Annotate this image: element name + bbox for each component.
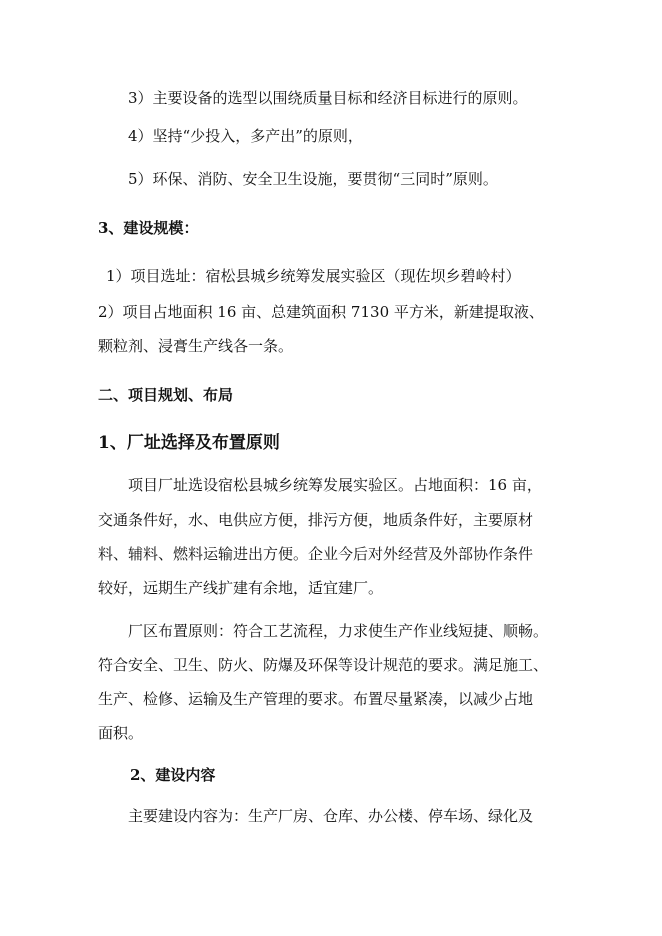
site-para2-line-3: 生产、检修、运输及生产管理的要求。布置尽量紧凑，以减少占地 (98, 690, 534, 708)
principle-5: 5）环保、消防、安全卫生设施，要贯彻“三同时”原则。 (128, 170, 498, 188)
site-para1-line-3: 料、辅料、燃料运输进出方便。企业今后对外经营及外部协作条件 (98, 545, 534, 563)
principle-4: 4）坚持“少投入，多产出”的原则， (128, 127, 363, 145)
site-para1-line-2: 交通条件好，水、电供应方便，排污方便，地质条件好，主要原材 (98, 511, 534, 529)
content-line-1: 主要建设内容为：生产厂房、仓库、办公楼、停车场、绿化及 (128, 807, 534, 825)
scale-item-2-line-2: 颗粒剂、浸膏生产线各一条。 (98, 337, 294, 355)
scale-item-2-line-1: 2）项目占地面积 16 亩、总建筑面积 7130 平方米，新建提取液、 (98, 303, 544, 321)
site-para1-line-1: 项目厂址选设宿松县城乡统筹发展实验区。占地面积：16 亩， (128, 476, 542, 494)
site-para2-line-1: 厂区布置原则：符合工艺流程，力求使生产作业线短捷、顺畅。 (128, 622, 549, 640)
site-para1-line-4: 较好，远期生产线扩建有余地，适宜建厂。 (98, 579, 384, 597)
site-heading: 1、厂址选择及布置原则 (98, 433, 280, 453)
site-para2-line-2: 符合安全、卫生、防火、防爆及环保等设计规范的要求。满足施工、 (98, 656, 549, 674)
principle-3: 3）主要设备的选型以围绕质量目标和经济目标进行的原则。 (128, 89, 528, 107)
content-heading: 2、建设内容 (130, 766, 216, 784)
scale-heading: 3、建设规模： (98, 219, 199, 237)
scale-item-1: 1）项目选址：宿松县城乡统筹发展实验区（现佐坝乡碧岭村） (106, 267, 521, 285)
site-para2-line-4: 面积。 (98, 724, 144, 742)
section-2-heading: 二、项目规划、布局 (98, 386, 234, 404)
